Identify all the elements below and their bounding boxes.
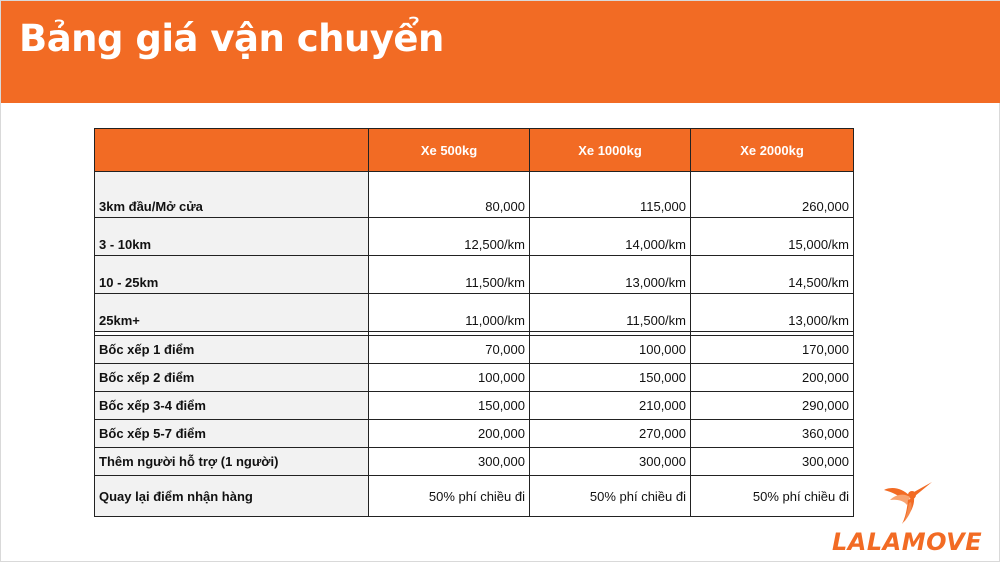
price-cell: 100,000: [530, 336, 691, 364]
header-corner-cell: [95, 129, 369, 172]
price-cell: 13,000/km: [691, 294, 854, 332]
table-row: [95, 420, 854, 448]
price-table: [94, 128, 854, 517]
table-row: [95, 476, 854, 517]
price-cell: 12,500/km: [369, 218, 530, 256]
price-cell: 200,000: [691, 364, 854, 392]
row-label: 3km đầu/Mở cửa: [95, 172, 369, 218]
price-cell: 11,500/km: [530, 294, 691, 332]
table-row: [95, 256, 854, 294]
price-cell: 290,000: [691, 392, 854, 420]
slide-title: Bảng giá vận chuyển: [19, 17, 444, 60]
logo-text: LALAMOVE: [832, 528, 983, 556]
price-cell: 70,000: [369, 336, 530, 364]
price-cell: 300,000: [691, 448, 854, 476]
price-cell: 150,000: [530, 364, 691, 392]
price-cell: 150,000: [369, 392, 530, 420]
row-label: Quay lại điểm nhận hàng: [95, 476, 369, 517]
price-cell: 15,000/km: [691, 218, 854, 256]
table-row: [95, 336, 854, 364]
price-cell: 300,000: [530, 448, 691, 476]
price-cell: 270,000: [530, 420, 691, 448]
price-cell: 100,000: [369, 364, 530, 392]
price-cell: 50% phí chiều đi: [369, 476, 530, 517]
table-header-row: [95, 129, 854, 172]
price-cell: 115,000: [530, 172, 691, 218]
row-label: Bốc xếp 5-7 điểm: [95, 420, 369, 448]
row-label: 10 - 25km: [95, 256, 369, 294]
header-band: [1, 1, 1000, 103]
column-header-1000kg: Xe 1000kg: [530, 129, 691, 172]
price-cell: 360,000: [691, 420, 854, 448]
row-label: Bốc xếp 1 điểm: [95, 336, 369, 364]
table-row: [95, 392, 854, 420]
table-row: [95, 364, 854, 392]
price-cell: 14,500/km: [691, 256, 854, 294]
price-cell: 50% phí chiều đi: [691, 476, 854, 517]
table-row: [95, 448, 854, 476]
table-row: [95, 294, 854, 332]
row-label: Bốc xếp 2 điểm: [95, 364, 369, 392]
row-label: Bốc xếp 3-4 điểm: [95, 392, 369, 420]
hummingbird-icon: [884, 478, 934, 526]
table-row: [95, 218, 854, 256]
price-cell: 11,000/km: [369, 294, 530, 332]
price-cell: 200,000: [369, 420, 530, 448]
row-label: 3 - 10km: [95, 218, 369, 256]
price-cell: 210,000: [530, 392, 691, 420]
row-label: Thêm người hỗ trợ (1 người): [95, 448, 369, 476]
price-cell: 50% phí chiều đi: [530, 476, 691, 517]
row-label: 25km+: [95, 294, 369, 332]
price-cell: 13,000/km: [530, 256, 691, 294]
table-row: [95, 172, 854, 218]
price-cell: 170,000: [691, 336, 854, 364]
price-cell: 260,000: [691, 172, 854, 218]
column-header-2000kg: Xe 2000kg: [691, 129, 854, 172]
column-header-500kg: Xe 500kg: [369, 129, 530, 172]
price-cell: 80,000: [369, 172, 530, 218]
price-cell: 14,000/km: [530, 218, 691, 256]
price-cell: 300,000: [369, 448, 530, 476]
price-cell: 11,500/km: [369, 256, 530, 294]
lalamove-logo: [832, 478, 992, 558]
